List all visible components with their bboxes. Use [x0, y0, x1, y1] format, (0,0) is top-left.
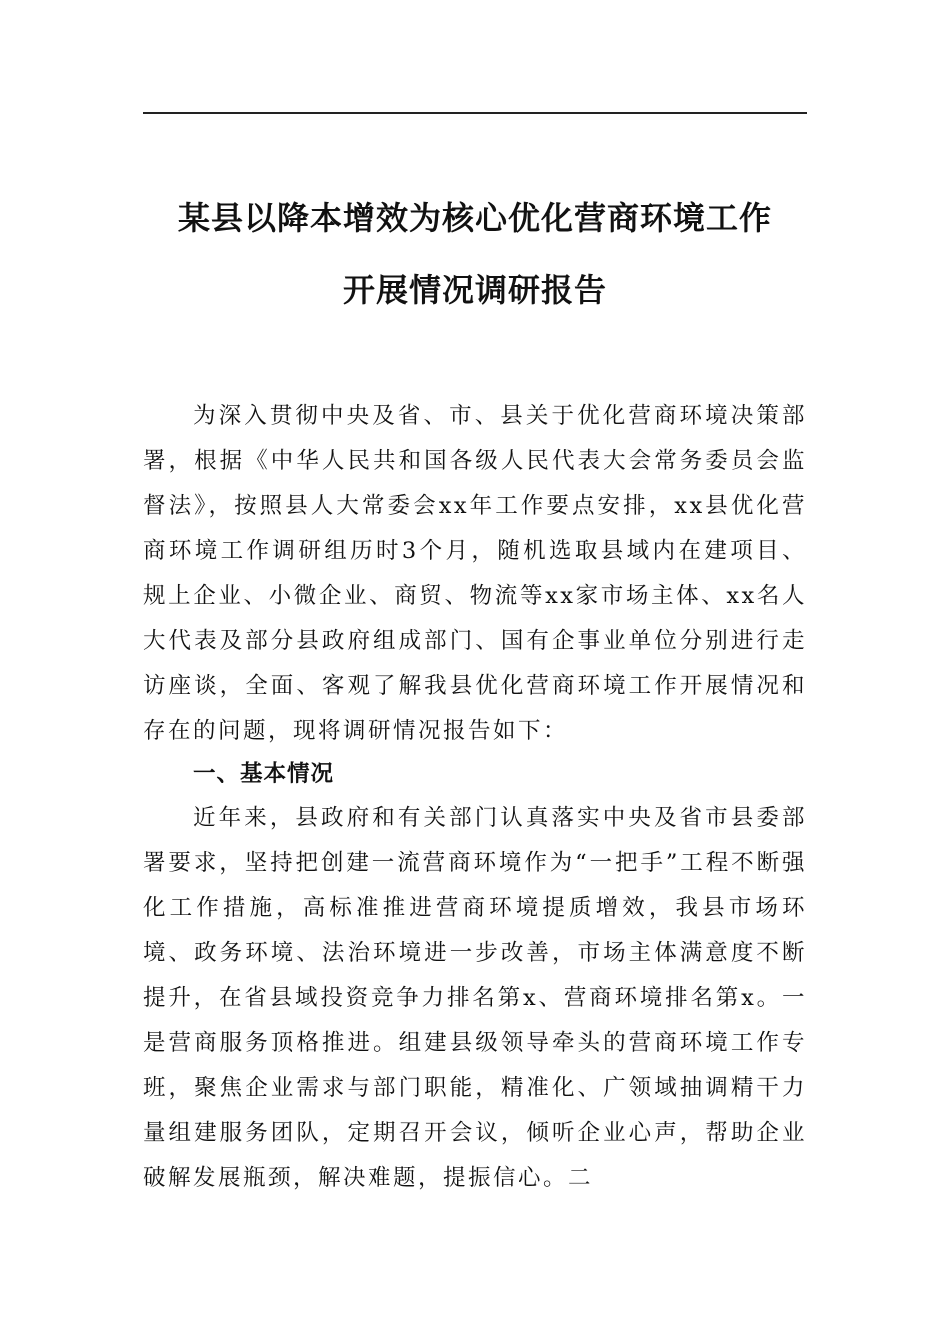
intro-paragraph: 为深入贯彻中央及省、市、县关于优化营商环境决策部署，根据《中华人民共和国各级人民代表大会常务委员会监督法》，按照县人大常委会xx年工作要点安排，xx县优化营商环境工作调研组历时3个月，随机选取县域内在建项目、规上企业、小微企业、商贸、物流等xx家市场主体、xx名人大代表及部分县政府组成部门、国有企事业单位分别进行走访座谈，全面、客观了解我县优化营商环境工作开展情况和存在的问题，现将调研情况报告如下：: [143, 403, 807, 744]
document-title-line-2: 开展情况调研报告: [342, 271, 607, 309]
header-rule: [143, 112, 807, 114]
section-heading-basic-situation: 一、基本情况: [193, 761, 335, 787]
document-title-line-1: 某县以降本增效为核心优化营商环境工作: [177, 199, 772, 237]
basic-situation-paragraph: 近年来，县政府和有关部门认真落实中央及省市县委部署要求，坚持把创建一流营商环境作为“一把手”工程不断强化工作措施，高标准推进营商环境提质增效，我县市场环境、政务环境、法治环境进一步改善，市场主体满意度不断提升，在省县域投资竞争力排名第x、营商环境排名第x。一是营商服务顶格推进。组建县级领导牵头的营商环境工作专班，聚焦企业需求与部门职能，精准化、广领域抽调精干力量组建服务团队，定期召开会议，倾听企业心声，帮助企业破解发展瓶颈，解决难题，提振信心。二: [143, 805, 807, 1191]
